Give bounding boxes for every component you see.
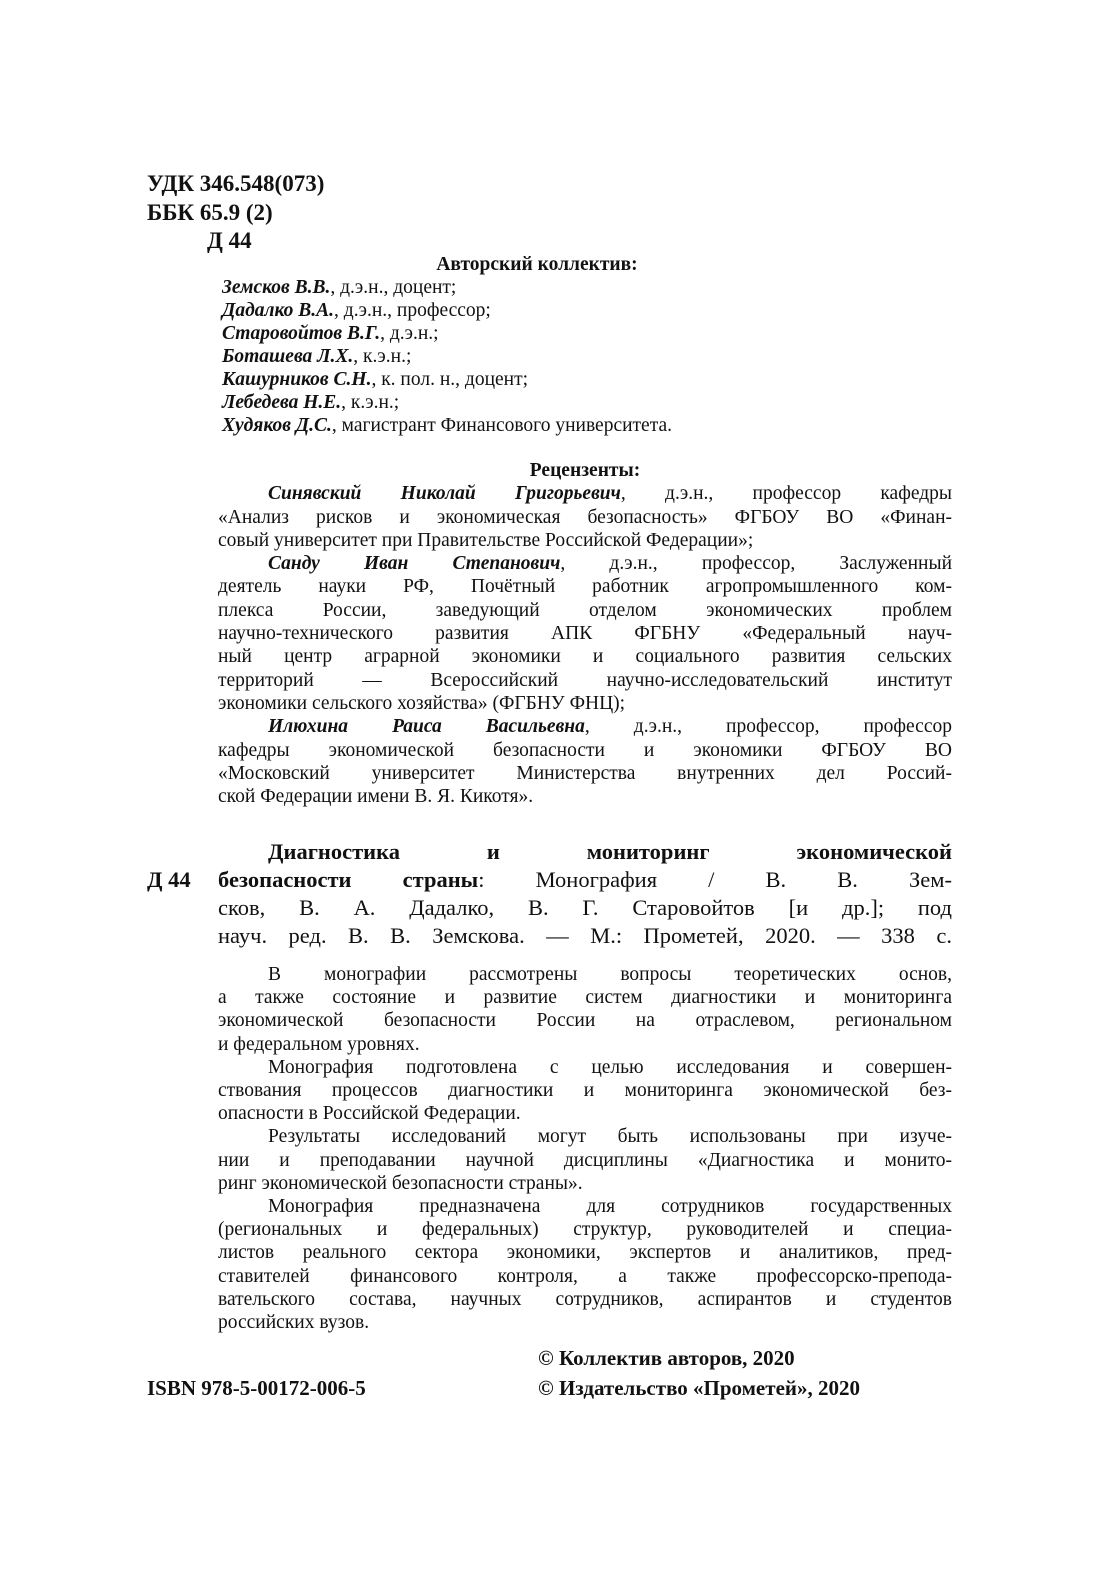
reviewers-section [218, 459, 952, 808]
reviewer-text: научно-технического развития АПК ФГБНУ «Федеральный науч- [218, 623, 952, 645]
bibliographic-entry [147, 838, 952, 950]
bbk-code: ББК 65.9 (2) [147, 199, 273, 225]
annotation-line: а также состояние и развитие систем диагностики и мониторинга [218, 987, 952, 1009]
author-name: Дадалко В.А. [222, 300, 335, 321]
reviewer-line [218, 482, 952, 505]
reviewer-text: совый университет при Правительстве Российской Федерации»; [218, 529, 754, 551]
annotation-line: листов реального сектора экономики, экспертов и аналитиков, пред- [218, 1242, 952, 1264]
reviewer-text: ный центр аграрной экономики и социального развития сельских [218, 646, 952, 668]
author-mark: Д 44 [207, 228, 252, 253]
author-credentials: , к.э.н.; [341, 392, 400, 413]
annotation-line: опасности в Российской Федерации. [218, 1103, 521, 1125]
entry-line [147, 894, 952, 922]
reviewers-heading: Рецензенты: [529, 460, 641, 481]
author-name: Худяков Д.С. [222, 415, 332, 436]
reviewer-name: Илюхина Раиса Васильевна [268, 716, 585, 738]
author-credentials: , к.э.н.; [353, 346, 412, 367]
author-credentials: , д.э.н., профессор; [334, 300, 491, 321]
reviewer-text: территорий — Всероссийский научно-исследовательский институт [218, 669, 952, 691]
udk-code: УДК 346.548(073) [147, 171, 325, 196]
reviewer-line [218, 669, 952, 692]
reviewer-text: кафедры экономической безопасности и экономики ФГБОУ ВО [218, 739, 952, 761]
author-line [222, 345, 822, 368]
authors-section [222, 253, 822, 437]
book-title: Диагностика и мониторинг экономической [268, 839, 952, 864]
copyright-authors: © Коллектив авторов, 2020 [538, 1346, 795, 1370]
reviewer-line [218, 645, 952, 668]
entry-text: сков, В. А. Дадалко, В. Г. Старовойтов [и др.]; под [218, 895, 952, 920]
author-credentials: , д.э.н., доцент; [330, 277, 457, 298]
entry-text: : Монография / В. В. Зем- [478, 867, 953, 892]
annotation-line: и федеральном уровнях. [218, 1033, 420, 1055]
annotation-line: ринг экономической безопасности страны». [218, 1172, 583, 1194]
reviewer-text: плекса России, заведующий отделом экономических проблем [218, 599, 952, 621]
author-name: Земсков В.В. [222, 277, 331, 298]
entry-author-mark: Д 44 [147, 867, 191, 892]
author-name: Кашурников С.Н. [222, 369, 372, 390]
reviewer-line [218, 692, 952, 715]
reviewer-name: Санду Иван Степанович [268, 553, 561, 575]
annotation [218, 963, 952, 1334]
reviewer-line [218, 529, 952, 552]
reviewer-text: , д.э.н., профессор, профессор [584, 716, 952, 738]
author-line [222, 368, 822, 391]
author-credentials: , магистрант Финансового университета. [331, 415, 672, 436]
reviewer-line [218, 622, 952, 645]
annotation-line: (региональных и федеральных) структур, руководителей и специа- [218, 1219, 952, 1241]
copyright-block [538, 1343, 860, 1403]
reviewer-line [218, 575, 952, 598]
reviewer-line [218, 715, 952, 738]
author-line [222, 391, 822, 414]
entry-line [147, 922, 952, 950]
entry-text [147, 838, 952, 950]
reviewer-text: «Московский университет Министерства внутренних дел Россий- [218, 762, 952, 784]
annotation-line: Результаты исследований могут быть использованы при изуче- [268, 1126, 952, 1148]
author-line [222, 299, 822, 322]
reviewer-text: ской Федерации имени В. Я. Кикотя». [218, 786, 534, 808]
author-credentials: , д.э.н.; [380, 323, 439, 344]
reviewer-text: «Анализ рисков и экономическая безопасность» ФГБОУ ВО «Финан- [218, 506, 952, 528]
author-line [222, 276, 822, 299]
reviewer-line [218, 739, 952, 762]
authors-list [222, 276, 822, 437]
annotation-line: нии и преподавании научной дисциплины «Диагностика и монито- [218, 1149, 952, 1171]
author-credentials: , к. пол. н., доцент; [371, 369, 529, 390]
reviewer-name: Синявский Николай Григорьевич [268, 483, 621, 505]
author-name: Боташева Л.Х. [222, 346, 354, 367]
annotation-line: ставителей финансового контроля, а также профессорско-препода- [218, 1265, 952, 1287]
annotation-line: В монографии рассмотрены вопросы теоретических основ, [268, 964, 952, 985]
author-line [222, 322, 822, 345]
reviewer-text: , д.э.н., профессор кафедры [620, 483, 952, 505]
reviewer-text: деятель науки РФ, Почётный работник агропромышленного ком- [218, 576, 952, 598]
reviewers-text [218, 482, 952, 808]
author-line [222, 414, 822, 437]
entry-text: науч. ред. В. В. Земскова. — М.: Прометей, 2020. — 338 с. [218, 923, 952, 948]
reviewer-line [218, 506, 952, 529]
entry-line [147, 866, 952, 894]
author-name: Лебедева Н.Е. [222, 392, 342, 413]
author-name: Старовойтов В.Г. [222, 323, 381, 344]
annotation-line: российских вузов. [218, 1312, 370, 1334]
reviewer-line [218, 785, 952, 808]
isbn: ISBN 978-5-00172-006-5 [147, 1376, 366, 1400]
copyright-publisher: © Издательство «Прометей», 2020 [538, 1376, 860, 1400]
authors-heading: Авторский коллектив: [436, 254, 638, 275]
reviewer-line [218, 762, 952, 785]
annotation-line: ствования процессов диагностики и мониторинга экономической без- [218, 1080, 952, 1102]
classification-codes [147, 170, 324, 256]
reviewer-text: экономики сельского хозяйства» (ФГБНУ ФНЦ); [218, 692, 626, 714]
annotation-line: вательского состава, научных сотрудников, аспирантов и студентов [218, 1288, 952, 1310]
reviewer-text: , д.э.н., профессор, Заслуженный [560, 553, 952, 575]
annotation-line: Монография подготовлена с целью исследования и совершен- [268, 1056, 952, 1078]
book-title: безопасности страны [218, 867, 479, 892]
annotation-line: экономической безопасности России на отраслевом, региональном [218, 1010, 952, 1032]
reviewer-line [218, 599, 952, 622]
reviewer-line [218, 552, 952, 575]
entry-line [147, 838, 952, 866]
annotation-line: Монография предназначена для сотрудников государственных [268, 1196, 952, 1218]
